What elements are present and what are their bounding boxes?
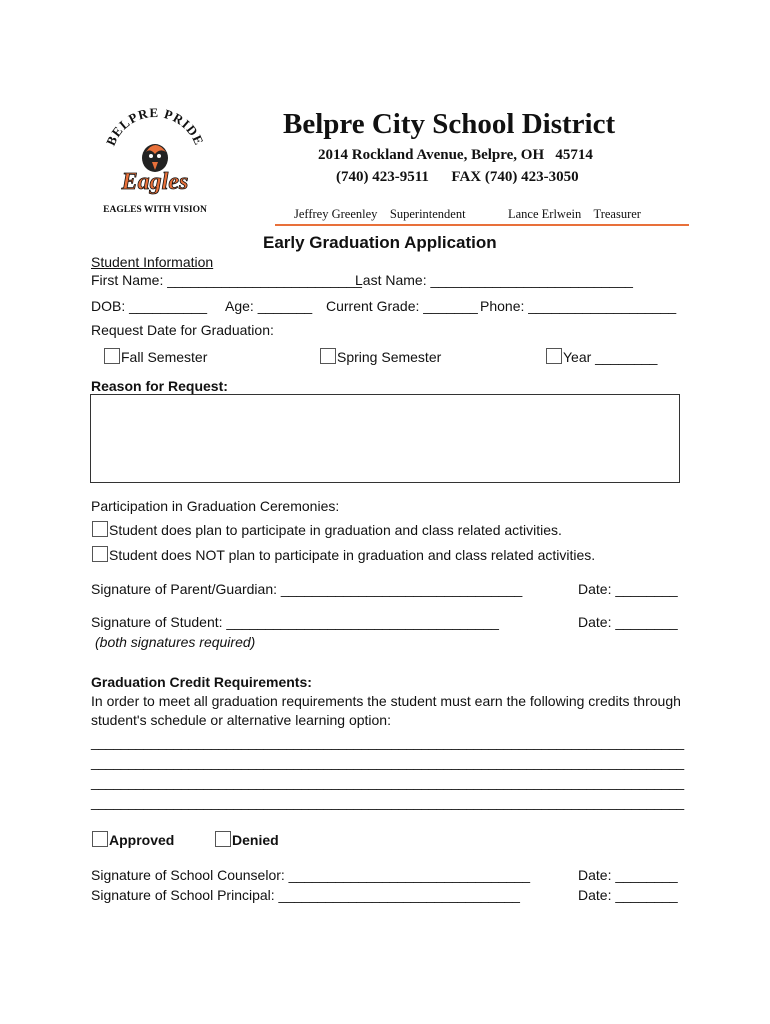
credit-line-4[interactable]: _______________________________________________________________________________: [91, 795, 685, 810]
counselor-signature-field[interactable]: Signature of School Counselor: _______________________________: [91, 867, 531, 883]
both-signatures-note: (both signatures required): [95, 634, 256, 650]
phone-field[interactable]: Phone: ___________________: [480, 298, 677, 314]
treasurer-name: Lance Erlwein Treasurer: [508, 207, 641, 221]
student-info-heading: Student Information: [91, 254, 214, 270]
superintendent-name: Jeffrey Greenley Superintendent: [294, 207, 466, 221]
eagle-head-icon: [142, 144, 168, 172]
logo-tagline: EAGLES WITH VISION: [103, 205, 207, 215]
logo-arc-text: BELPRE PRIDE: [102, 108, 208, 148]
principal-signature-field[interactable]: Signature of School Principal: _______________________________: [91, 887, 520, 903]
credit-line-2[interactable]: _______________________________________________________________________________: [91, 755, 685, 770]
form-title: Early Graduation Application: [263, 233, 497, 252]
first-name-field[interactable]: First Name: _________________________: [91, 272, 362, 288]
participation-label: Participation in Graduation Ceremonies:: [91, 498, 340, 514]
current-grade-field[interactable]: Current Grade: _______: [326, 298, 478, 314]
spring-semester-label: Spring Semester: [337, 349, 442, 365]
district-address: 2014 Rockland Avenue, Belpre, OH 45714: [318, 147, 593, 163]
age-field[interactable]: Age: _______: [225, 298, 313, 314]
counselor-signature-date[interactable]: Date: ________: [578, 867, 678, 883]
district-phones: (740) 423-9511 FAX (740) 423-3050: [336, 169, 579, 185]
denied-option[interactable]: [215, 831, 279, 848]
year-label: Year ________: [563, 349, 658, 365]
spring-semester-option[interactable]: [320, 348, 441, 365]
parent-signature-field[interactable]: Signature of Parent/Guardian: _______________________________: [91, 581, 523, 597]
parent-signature-date[interactable]: Date: ________: [578, 581, 678, 597]
approved-checkbox[interactable]: [92, 831, 108, 847]
credit-requirements-text-2: student's schedule or alternative learning option:: [91, 712, 391, 728]
spring-semester-checkbox[interactable]: [320, 348, 336, 364]
fall-semester-checkbox[interactable]: [104, 348, 120, 364]
reason-label: Reason for Request:: [91, 378, 228, 394]
plan-participate-option[interactable]: [92, 521, 562, 538]
reason-textbox[interactable]: [90, 394, 680, 483]
credit-line-3[interactable]: _______________________________________________________________________________: [91, 775, 685, 790]
year-option[interactable]: [546, 348, 657, 365]
logo-script-text: Eagles: [121, 169, 189, 195]
credit-requirements-text: In order to meet all graduation requirements the student must earn the following credits through: [91, 693, 681, 709]
principal-signature-date[interactable]: Date: ________: [578, 887, 678, 903]
approved-option[interactable]: [92, 831, 174, 848]
student-signature-date[interactable]: Date: ________: [578, 614, 678, 630]
fall-semester-option[interactable]: [104, 348, 207, 365]
plan-not-participate-label: Student does NOT plan to participate in graduation and class related activities.: [109, 547, 596, 563]
year-checkbox[interactable]: [546, 348, 562, 364]
credit-requirements-heading: Graduation Credit Requirements:: [91, 674, 312, 690]
header-divider: [275, 224, 689, 226]
fall-semester-label: Fall Semester: [121, 349, 208, 365]
plan-participate-label: Student does plan to participate in graduation and class related activities.: [109, 522, 562, 538]
plan-not-participate-checkbox[interactable]: [92, 546, 108, 562]
school-logo: [100, 108, 210, 218]
request-date-label: Request Date for Graduation:: [91, 322, 274, 338]
dob-field[interactable]: DOB: __________: [91, 298, 207, 314]
denied-label: Denied: [232, 832, 279, 848]
student-signature-field[interactable]: Signature of Student: ___________________________________: [91, 614, 499, 630]
approved-label: Approved: [109, 832, 175, 848]
plan-not-participate-option[interactable]: [92, 546, 595, 563]
district-name: Belpre City School District: [283, 108, 616, 140]
last-name-field[interactable]: Last Name: __________________________: [355, 272, 633, 288]
credit-line-1[interactable]: _______________________________________________________________________________: [91, 735, 685, 750]
plan-participate-checkbox[interactable]: [92, 521, 108, 537]
denied-checkbox[interactable]: [215, 831, 231, 847]
